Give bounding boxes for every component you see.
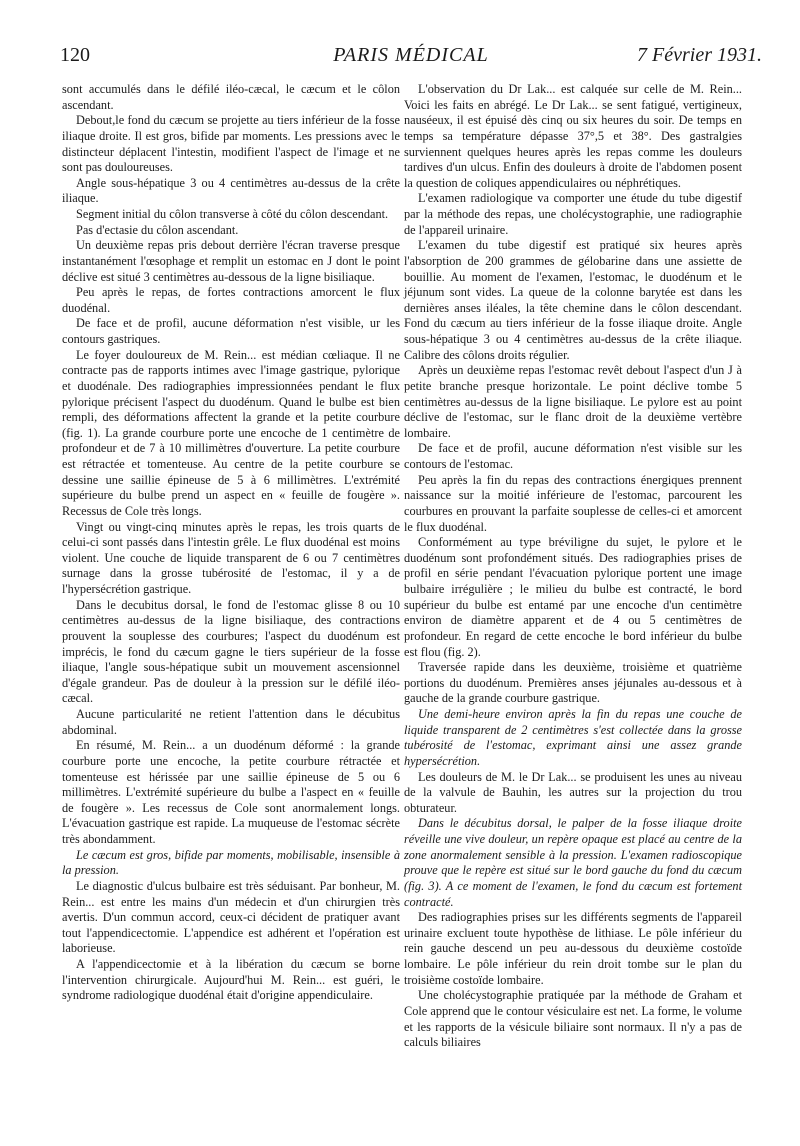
paragraph: De face et de profil, aucune déformation n'est visible, ur les contours gastriques. [62,316,400,346]
paragraph: L'examen radiologique va comporter une étude du tube digestif par la méthode des repas, une cholécystographie, une radiographie de l'appareil urinaire. [404,191,742,237]
paragraph: Angle sous-hépatique 3 ou 4 centimètres au-dessus de la crête iliaque. [62,175,400,206]
paragraph: Peu après le repas, de fortes contractions amorcent le flux duodénal. [62,285,400,315]
paragraph: L'examen du tube digestif est pratiqué six heures après l'absorption de 200 grammes de gélobarine dans une assiette de bouillie. Au moment de l'examen, l'estomac, le duodénum et le jéjunum sont vides. La queue de la colonne barytée est dans les dernières anses iléales, la tête chemine dans le côlon descendant. Fond du cæcum au tiers inférieur de la fosse iliaque droite. Angle sous-hépatique 3 ou 4 centimètres au-dessus de la crête iliaque. Calibre des côlons droits régulier. [404,238,742,362]
paragraph: Des radiographies prises sur les différents segments de l'appareil urinaire excluent toute hypothèse de lithiase. Le pôle inférieur du rein gauche descend un peu au-dessous du deuxième costoïde lombaire. Le pôle inférieur du rein droit tombe sur le plan du troisième costoïde lombaire. [404,910,742,987]
paragraph: Peu après la fin du repas des contractions énergiques prennent naissance sur la moitié inférieure de l'estomac, parcourent les courbures en prouvant la parfaite souplesse de celles-ci et amorcent le flux duodénal. [404,472,742,534]
paragraph: L'observation du Dr Lak... est calquée sur celle de M. Rein... Voici les faits en abrégé. Le Dr Lak... se sent fatigué, vertigineux, nauséeux, il est épuisé dès cinq ou six heures du soir. De temps en temps sa température dépasse 37°,5 et 38°. Des gastralgies surviennent quelques heures après les repas comme les douleurs tardives d'un ulcus. Enfin des douleurs à droite de l'abdomen posent la question de coliques appendiculaires ou néphrétiques. [404,82,742,190]
paragraph: En résumé, M. Rein... a un duodénum déformé : la grande courbure porte une encoche, la petite courbure rétractée et tomenteuse est hérissée par une saillie épineuse de 5 ou 6 millimètres. L'extrémité supérieure du bulbe a l'aspect en « feuille de fougère ». Les recessus de Cole sont anormalement longs. L'évacuation gastrique est rapide. La muqueuse de l'estomac sécrète très abondamment. [62,738,400,846]
paragraph: Dans le décubitus dorsal, le palper de la fosse iliaque droite réveille une vive douleur, un repère opaque est placé au centre de la zone anormalement sensible à la pression. L'examen radioscopique prouve que le repère est situé sur le bord gauche du fond du cæcum (fig. 3). A ce moment de l'examen, le fond du cæcum est fortement contracté. [404,816,742,909]
journal-title: PARIS MÉDICAL [333,44,489,66]
paragraph: Le diagnostic d'ulcus bulbaire est très séduisant. Par bonheur, M. Rein... est entre les mains d'un médecin et d'un chirurgien très avertis. D'un commun accord, ceux-ci décident de pratiquer avant tout l'appendicectomie. L'appendice est adhérent et l'opération est laborieuse. [62,878,400,956]
paragraph: Dans le decubitus dorsal, le fond de l'estomac glisse 8 ou 10 centimètres au-dessus de la ligne bisiliaque, des contractions prouvent la souplesse des courbures; l'aspect du duodénum est imprécis, le fond du cæcum gagne le tiers supérieur de la fosse iliaque, l'angle sous-hépatique subit un mouvement ascensionnel d'égale grandeur. Pas de douleur à la pression sur le défilé iléo-cæcal. [62,597,400,706]
paragraph: Un deuxième repas pris debout derrière l'écran traverse presque instantanément l'œsophage et remplit un estomac en J dont le point déclive est situé 3 centimètres au-dessous de la ligne bisiliaque. [62,238,400,284]
paragraph: Les douleurs de M. le Dr Lak... se produisent les unes au niveau de la valvule de Bauhin, les autres sur la projection du trou obturateur. [404,769,742,815]
paragraph: Le foyer douloureux de M. Rein... est médian cœliaque. Il ne contracte pas de rapports intimes avec l'image gastrique, pylorique et duodénale. Des radiographies impressionnées pendant le flux pylorique précisent l'aspect du duodénum. Quand le bulbe est bien rempli, des déformations affectent la grande et la petite courbure (fig. 1). La grande courbure porte une encoche de 1 centimètre de profondeur et de 7 à 10 millimètres d'ouverture. La petite courbure est rétractée et tomenteuse. Au centre de la petite courbure se dessine une saillie épineuse de 5 à 6 millimètres. L'extrémité supérieure du bulbe prend un aspect en « feuille de fougère ». Recessus de Cole très longs. [62,347,400,518]
paragraph: Segment initial du côlon transverse à côté du côlon descendant. [76,207,389,221]
paragraph: A l'appendicectomie et à la libération du cæcum se borne l'intervention chirurgicale. Aujourd'hui M. Rein... est guéri, le syndrome radiologique duodénal était d'origine appendiculaire. [62,957,400,1003]
right-column [404,82,742,1051]
paragraph: Aucune particularité ne retient l'attention dans le décubitus abdominal. [62,707,400,737]
paragraph: Debout,le fond du cæcum se projette au tiers inférieur de la fosse iliaque droite. Il est gros, bifide par moments. Les pressions avec le distincteur déplacent l'intestin, modifient l'aspect de l'image et ne sont pas douloureuses. [62,113,400,175]
paragraph: Vingt ou vingt-cinq minutes après le repas, les trois quarts de celui-ci sont passés dans l'intestin grêle. Le flux duodénal est moins violent. Une couche de liquide transparent de 6 ou 7 centimètres surnage dans la grosse tubérosité de l'estomac, il y a de l'hypersécrétion gastrique. [62,519,400,596]
paragraph: Traversée rapide dans les deuxième, troisième et quatrième portions du duodénum. Premières anses jéjunales au-dessous et à gauche de la grande courbure gastrique. [404,660,742,706]
paragraph: sont accumulés dans le défilé iléo-cæcal, le cæcum et le côlon ascendant. [62,82,400,112]
paragraph: Une cholécystographie pratiquée par la méthode de Graham et Cole apprend que le contour vésiculaire est net. La forme, le volume et les rapports de la vésicule biliaire sont normaux. Il n'y a pas de calculs biliaires [404,988,742,1050]
paragraph: Après un deuxième repas l'estomac revêt debout l'aspect d'un J à petite branche presque horizontale. Le point déclive tombe 5 centimètres au-dessus de la ligne bisiliaque. Le pylore est au point déclive de l'estomac, sur le flanc droit de la deuxième vertèbre lombaire. [404,363,742,440]
paragraph: Le cæcum est gros, bifide par moments, mobilisable, insensible à la pression. [62,847,400,878]
paragraph: De face et de profil, aucune déformation n'est visible sur les contours de l'estomac. [404,441,742,471]
issue-date: 7 Février 1931. [637,44,762,66]
page-header [60,44,762,74]
paragraph: Pas d'ectasie du côlon ascendant. [76,222,239,237]
paragraph: Conformément au type bréviligne du sujet, le pylore et le duodénum sont profondément situés. Des radiographies prises de profil en série pendant l'évacuation pylorique portent une image bulbaire irrégulière ; le milieu du bulbe est contracté, le bord supérieur du bulbe est entamé par une encoche d'un centimètre environ de diamètre apparent et de 4 ou 5 centimètres de profondeur. En regard de cette encoche le bord inférieur du bulbe est flou (fig. 2). [404,535,742,659]
left-column [62,82,400,1004]
paragraph: Une demi-heure environ après la fin du repas une couche de liquide transparent de 2 centimètres s'est collectée dans la grosse tubérosité de l'estomac, exprimant ainsi une assez grande hypersécrétion. [404,707,742,768]
page-number: 120 [60,44,90,66]
